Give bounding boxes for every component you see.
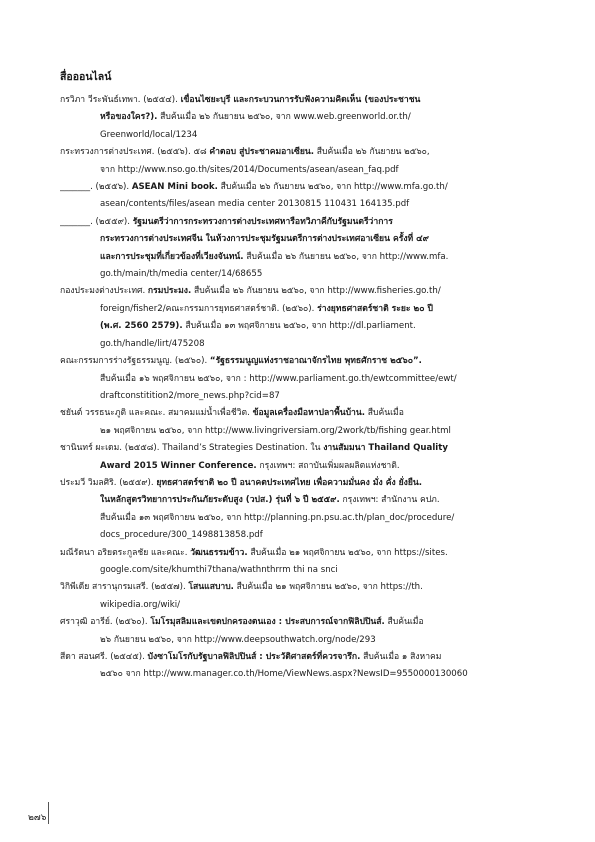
reference-title-text: ร่างยุทธศาสตร์ชาติ ระยะ ๒๐ ปี [317, 303, 433, 314]
reference-line [60, 562, 532, 579]
reference-text: กรวิภา วีระพันธ์เทพา. (๒๕๕๔). [60, 95, 181, 105]
reference-line [60, 405, 532, 422]
reference-entry [60, 283, 532, 353]
reference-entry [60, 440, 532, 475]
reference-text: สืบค้นเมื่อ ๒๖ กันยายน ๒๕๖๐, จาก www.web.greenworld.or.th/ [157, 112, 411, 123]
reference-text: สืบค้นเมื่อ ๑๓ พฤศจิกายน ๒๕๖๐, จาก http://dl.parliament. [182, 321, 416, 332]
reference-line [60, 545, 532, 562]
reference-entry [60, 214, 532, 284]
reference-line [60, 283, 532, 300]
reference-text: ศราวุฒิ อารีย์. (๒๕๖๐). [60, 617, 151, 628]
reference-line [60, 336, 532, 353]
reference-text: ประมวี วิมลศิริ. (๒๕๕๙). [60, 477, 157, 488]
reference-line [60, 266, 532, 283]
reference-text: wikipedia.org/wiki/ [100, 599, 181, 610]
reference-title-text: วัฒนธรรมข้าว. [190, 547, 248, 558]
reference-text: asean/contents/files/asean media center 20130815 110431 164135.pdf [100, 199, 410, 210]
reference-text: foreign/fisher2/คณะกรรมการยุทธศาสตร์ชาติ. (๒๕๖๐). [100, 303, 318, 314]
reference-title-text: งานสัมมนา Thailand Quality [323, 443, 448, 454]
footer-divider [48, 802, 49, 824]
reference-text: สืบค้นเมื่อ ๒๑ พฤศจิกายน ๒๕๖๐, จาก https://sites. [247, 547, 448, 558]
reference-entry [60, 545, 532, 580]
reference-line [60, 458, 532, 475]
reference-text: วิกิพีเดีย สารานุกรมเสรี. (๒๕๕๗). [60, 582, 189, 593]
reference-line [60, 371, 532, 388]
reference-line [60, 318, 532, 335]
reference-text: go.th/handle/lirt/475208 [100, 338, 205, 349]
reference-title-text: “รัฐธรรมนูญแห่งราชอาณาจักรไทย พุทธศักราช ๒๕๖๐”. [209, 356, 422, 367]
reference-text: สืบค้นเมื่อ ๒๖ กันยายน ๒๕๖๐, จาก http://www.fisheries.go.th/ [191, 286, 441, 297]
reference-line [60, 214, 532, 231]
reference-title-text: ยุทธศาสตร์ชาติ ๒๐ ปี อนาคตประเทศไทย เพื่อความมั่นคง มั่ง คั่ง ยั่งยืน. [156, 477, 423, 488]
reference-line [60, 353, 532, 370]
reference-text: ๒๑ พฤศจิกายน ๒๕๖๐, จาก http://www.livingriversiam.org/2work/tb/fishing gear.html [100, 425, 451, 436]
reference-entry [60, 475, 532, 545]
reference-line [60, 475, 532, 492]
reference-entry [60, 353, 532, 405]
reference-entry [60, 179, 532, 214]
reference-text: สืบค้นเมื่อ [384, 617, 424, 628]
reference-text: _______. (๒๕๕๙). [60, 216, 133, 227]
reference-text: ชยันต์ วรรธนะภูติ และคณะ. สมาคมแม่น้ำเพื่อชีวิต. [60, 408, 253, 419]
reference-line [60, 614, 532, 631]
reference-text: กรุงเทพฯ: สถาบันเพิ่มผลผลิตแห่งชาติ. [256, 460, 400, 471]
reference-title-text: Award 2015 Winner Conference. [100, 460, 257, 471]
reference-entry [60, 92, 532, 144]
reference-line [60, 527, 532, 544]
reference-text: go.th/main/th/media center/14/68655 [100, 269, 263, 280]
reference-text: สืบค้นเมื่อ [365, 408, 404, 419]
reference-text: มณีรัตนา อริยตระกูลชัย และคณะ. [60, 547, 191, 558]
reference-title-text: (พ.ศ. 2560 2579). [100, 321, 183, 332]
reference-line [60, 649, 532, 666]
reference-title-text: และการประชุมที่เกี่ยวข้องที่เวียงจันทน์. [100, 251, 244, 262]
page-number: ๒๗๖ [28, 813, 47, 823]
reference-text: ชานินทร์ ผะเดม. (๒๕๕๘). Thailand’s Strategies Destination. ใน [60, 443, 324, 454]
reference-text: สืบค้นเมื่อ ๒๖ กันยายน ๒๕๖๐, จาก http://www.mfa.go.th/ [217, 182, 448, 193]
reference-entry [60, 614, 532, 649]
reference-text: กรุงเทพฯ: สำนักงาน คปภ. [339, 495, 440, 506]
reference-text: สืบค้นเมื่อ ๒๖ กันยายน ๒๕๖๐, [314, 147, 430, 158]
section-heading: สื่อออนไลน์ [60, 71, 112, 83]
reference-line [60, 597, 532, 614]
reference-text: กระทรวงการต่างประเทศ. (๒๕๕๖). ๕๘ [60, 147, 210, 158]
reference-list [60, 92, 532, 684]
reference-text: สืบค้นเมื่อ ๒๖ กันยายน ๒๕๖๐, จาก http://www.mfa. [243, 251, 449, 262]
reference-title-text: โมโรมุสลิมและเขตปกครองตนเอง : ประสบการณ์จากฟิลิปปินส์. [150, 617, 385, 628]
reference-text: docs_procedure/300_1498813858.pdf [100, 530, 263, 541]
reference-text: สืบค้นเมื่อ ๑ สิงหาคม [360, 652, 442, 662]
reference-text: ๒๕๖๐ จาก http://www.manager.co.th/Home/ViewNews.aspx?NewsID=9550000130060 [100, 669, 468, 680]
reference-entry [60, 649, 532, 684]
reference-line [60, 109, 532, 126]
reference-line [60, 92, 532, 109]
reference-line [60, 388, 532, 405]
reference-line [60, 492, 532, 509]
reference-line [60, 144, 532, 161]
reference-line [60, 249, 532, 266]
reference-entry [60, 579, 532, 614]
reference-text: สืบค้นเมื่อ ๑๓ พฤศจิกายน ๒๕๖๐, จาก http://planning.pn.psu.ac.th/plan_doc/procedure/ [100, 512, 455, 523]
reference-line [60, 231, 532, 248]
reference-text: สืบค้นเมื่อ ๒๑ พฤศจิกายน ๒๕๖๐, จาก https://th. [233, 582, 423, 593]
reference-title-text: รัฐมนตรีว่าการกระทรวงการต่างประเทศหารือทวิภาคีกับรัฐมนตรีว่าการ [132, 216, 393, 227]
reference-line [60, 162, 532, 179]
reference-title-text: กระทรวงการต่างประเทศจีน ในห้วงการประชุมรัฐมนตรีการต่างประเทศอาเซียน ครั้งที่ ๔๙ [100, 234, 429, 245]
reference-line [60, 179, 532, 196]
reference-text: จาก http://www.nso.go.th/sites/2014/Documents/asean/asean_faq.pdf [100, 164, 399, 175]
reference-line [60, 301, 532, 318]
reference-line [60, 579, 532, 596]
reference-entry [60, 405, 532, 440]
reference-text: ๒๖ กันยายน ๒๕๖๐, จาก http://www.deepsouthwatch.org/node/293 [100, 634, 376, 645]
reference-title-text: ข้อมูลเครื่องมือหาปลาพื้นบ้าน. [252, 408, 366, 419]
reference-line [60, 127, 532, 144]
reference-text: draftconstitition2/more_news.php?cid=87 [100, 390, 280, 401]
reference-title-text: หรือของใคร?). [100, 112, 158, 123]
reference-text: สืบค้นเมื่อ ๑๖ พฤศจิกายน ๒๕๖๐, จาก : http://www.parliament.go.th/ewtcommittee/ewt/ [100, 373, 457, 384]
reference-title-text: โสนแสบาบ. [188, 582, 234, 593]
reference-title-text: เขื่อนไซยะบุรี และกระบวนการรับฟังความคิดเห็น (ของประชาชน [180, 95, 421, 105]
reference-title-text: บังซาโมโรกับรัฐบาลฟิลิปปินส์ : ประวัติศาสตร์ที่ควรจารึก. [147, 652, 361, 662]
reference-title-text: กรมประมง. [147, 286, 192, 297]
reference-line [60, 196, 532, 213]
reference-line [60, 632, 532, 649]
reference-title-text: ในหลักสูตรวิทยาการประกันภัยระดับสูง (วปส.) รุ่นที่ ๖ ปี ๒๕๕๙. [100, 495, 340, 506]
reference-title-text: ASEAN Mini book. [131, 182, 218, 193]
reference-line [60, 423, 532, 440]
reference-line [60, 440, 532, 457]
reference-text: _______. (๒๕๕๖). [60, 182, 132, 193]
reference-entry [60, 144, 532, 179]
reference-text: สีดา สอนศรี. (๒๕๔๕). [60, 652, 148, 662]
reference-line [60, 510, 532, 527]
reference-text: Greenworld/local/1234 [100, 129, 198, 140]
reference-line [60, 666, 532, 683]
reference-title-text: คำตอบ สู่ประชาคมอาเซียน. [209, 147, 315, 158]
reference-text: คณะกรรมการร่างรัฐธรรมนูญ. (๒๕๖๐). [60, 356, 210, 367]
reference-text: google.com/site/khumthi7thana/wathnthrrm thi na snci [100, 564, 338, 575]
reference-text: กองประมงต่างประเทศ. [60, 286, 148, 297]
